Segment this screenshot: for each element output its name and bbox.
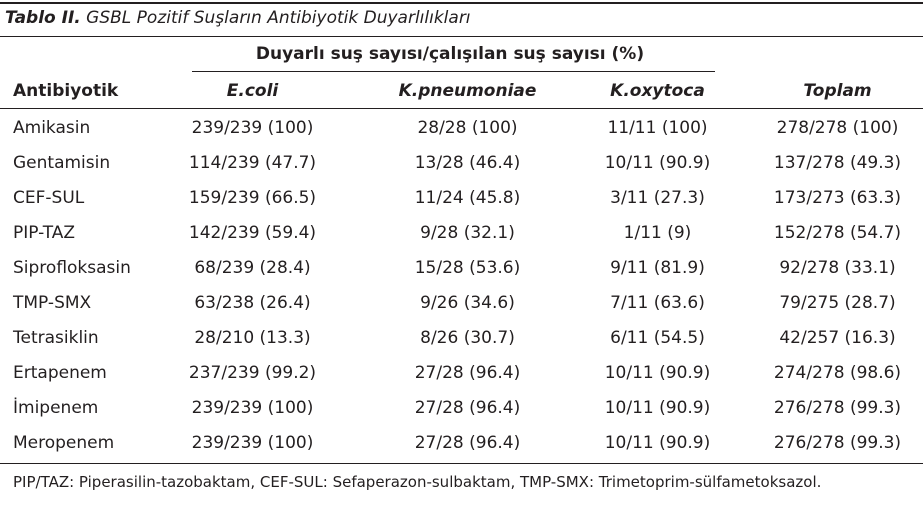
total-value: 137/278 (49.3) bbox=[773, 153, 902, 173]
table-row bbox=[0, 216, 923, 251]
header-rule bbox=[0, 108, 923, 109]
top-rule bbox=[0, 2, 923, 4]
table-row bbox=[0, 286, 923, 321]
total-value: 173/273 (63.3) bbox=[773, 188, 902, 208]
antibiotic-name: Amikasin bbox=[13, 118, 91, 138]
total-value: 92/278 (33.1) bbox=[779, 258, 896, 278]
kpneumoniae-value: 28/28 (100) bbox=[417, 118, 518, 138]
kpneumoniae-value: 27/28 (96.4) bbox=[414, 363, 521, 383]
ecoli-value: 237/239 (99.2) bbox=[188, 363, 317, 383]
column-header-koxytoca: K.oxytoca bbox=[610, 81, 705, 101]
antibiotic-name: Gentamisin bbox=[13, 153, 111, 173]
total-value: 276/278 (99.3) bbox=[773, 433, 902, 453]
ecoli-value: 239/239 (100) bbox=[191, 398, 314, 418]
table-footnote: PIP/TAZ: Piperasilin-tazobaktam, CEF-SUL: Sefaperazon-sulbaktam, TMP-SMX: Trimetoprim-sülfametoksazol. bbox=[13, 473, 822, 491]
total-value: 152/278 (54.7) bbox=[773, 223, 902, 243]
antibiotic-name: Ertapenem bbox=[13, 363, 107, 383]
koxytoca-value: 9/11 (81.9) bbox=[610, 258, 705, 278]
ecoli-value: 142/239 (59.4) bbox=[188, 223, 317, 243]
column-header-total: Toplam bbox=[803, 81, 872, 101]
caption-rule bbox=[0, 36, 923, 37]
ecoli-value: 239/239 (100) bbox=[191, 118, 314, 138]
total-value: 278/278 (100) bbox=[776, 118, 899, 138]
column-header-ecoli: E.coli bbox=[226, 81, 279, 101]
table-row bbox=[0, 146, 923, 181]
table-row bbox=[0, 391, 923, 426]
table-row bbox=[0, 356, 923, 391]
span-header: Duyarlı suş sayısı/çalışılan suş sayısı (%) bbox=[255, 44, 645, 64]
total-value: 79/275 (28.7) bbox=[779, 293, 896, 313]
koxytoca-value: 6/11 (54.5) bbox=[610, 328, 705, 348]
koxytoca-value: 1/11 (9) bbox=[623, 223, 692, 243]
table-row bbox=[0, 321, 923, 356]
kpneumoniae-value: 11/24 (45.8) bbox=[414, 188, 521, 208]
antibiotic-name: Meropenem bbox=[13, 433, 115, 453]
koxytoca-value: 7/11 (63.6) bbox=[610, 293, 705, 313]
total-value: 274/278 (98.6) bbox=[773, 363, 902, 383]
column-header-antibiotic: Antibiyotik bbox=[13, 81, 119, 101]
table-row bbox=[0, 426, 923, 461]
antibiotic-name: Siprofloksasin bbox=[13, 258, 131, 278]
kpneumoniae-value: 9/28 (32.1) bbox=[420, 223, 515, 243]
ecoli-value: 239/239 (100) bbox=[191, 433, 314, 453]
antibiotic-name: TMP-SMX bbox=[13, 293, 92, 313]
kpneumoniae-value: 15/28 (53.6) bbox=[414, 258, 521, 278]
bottom-rule bbox=[0, 463, 923, 464]
kpneumoniae-value: 9/26 (34.6) bbox=[420, 293, 515, 313]
antibiotic-name: İmipenem bbox=[13, 398, 99, 418]
kpneumoniae-value: 27/28 (96.4) bbox=[414, 398, 521, 418]
span-header-underline bbox=[192, 71, 715, 72]
table-row bbox=[0, 251, 923, 286]
antibiotic-name: Tetrasiklin bbox=[13, 328, 99, 348]
table-caption bbox=[5, 8, 471, 28]
total-value: 276/278 (99.3) bbox=[773, 398, 902, 418]
ecoli-value: 28/210 (13.3) bbox=[194, 328, 311, 348]
koxytoca-value: 10/11 (90.9) bbox=[604, 363, 711, 383]
antibiotic-name: PIP-TAZ bbox=[13, 223, 76, 243]
koxytoca-value: 10/11 (90.9) bbox=[604, 398, 711, 418]
koxytoca-value: 11/11 (100) bbox=[607, 118, 708, 138]
ecoli-value: 68/239 (28.4) bbox=[194, 258, 311, 278]
kpneumoniae-value: 27/28 (96.4) bbox=[414, 433, 521, 453]
caption-text: GSBL Pozitif Suşların Antibiyotik Duyarlılıkları bbox=[86, 8, 471, 28]
kpneumoniae-value: 13/28 (46.4) bbox=[414, 153, 521, 173]
caption-label: Tablo II. bbox=[5, 8, 81, 28]
koxytoca-value: 10/11 (90.9) bbox=[604, 433, 711, 453]
koxytoca-value: 10/11 (90.9) bbox=[604, 153, 711, 173]
antibiotic-name: CEF-SUL bbox=[13, 188, 85, 208]
total-value: 42/257 (16.3) bbox=[779, 328, 896, 348]
table-row bbox=[0, 111, 923, 146]
ecoli-value: 63/238 (26.4) bbox=[194, 293, 311, 313]
ecoli-value: 114/239 (47.7) bbox=[188, 153, 317, 173]
kpneumoniae-value: 8/26 (30.7) bbox=[420, 328, 515, 348]
column-header-kpneumoniae: K.pneumoniae bbox=[398, 81, 537, 101]
koxytoca-value: 3/11 (27.3) bbox=[610, 188, 705, 208]
ecoli-value: 159/239 (66.5) bbox=[188, 188, 317, 208]
table-row bbox=[0, 181, 923, 216]
